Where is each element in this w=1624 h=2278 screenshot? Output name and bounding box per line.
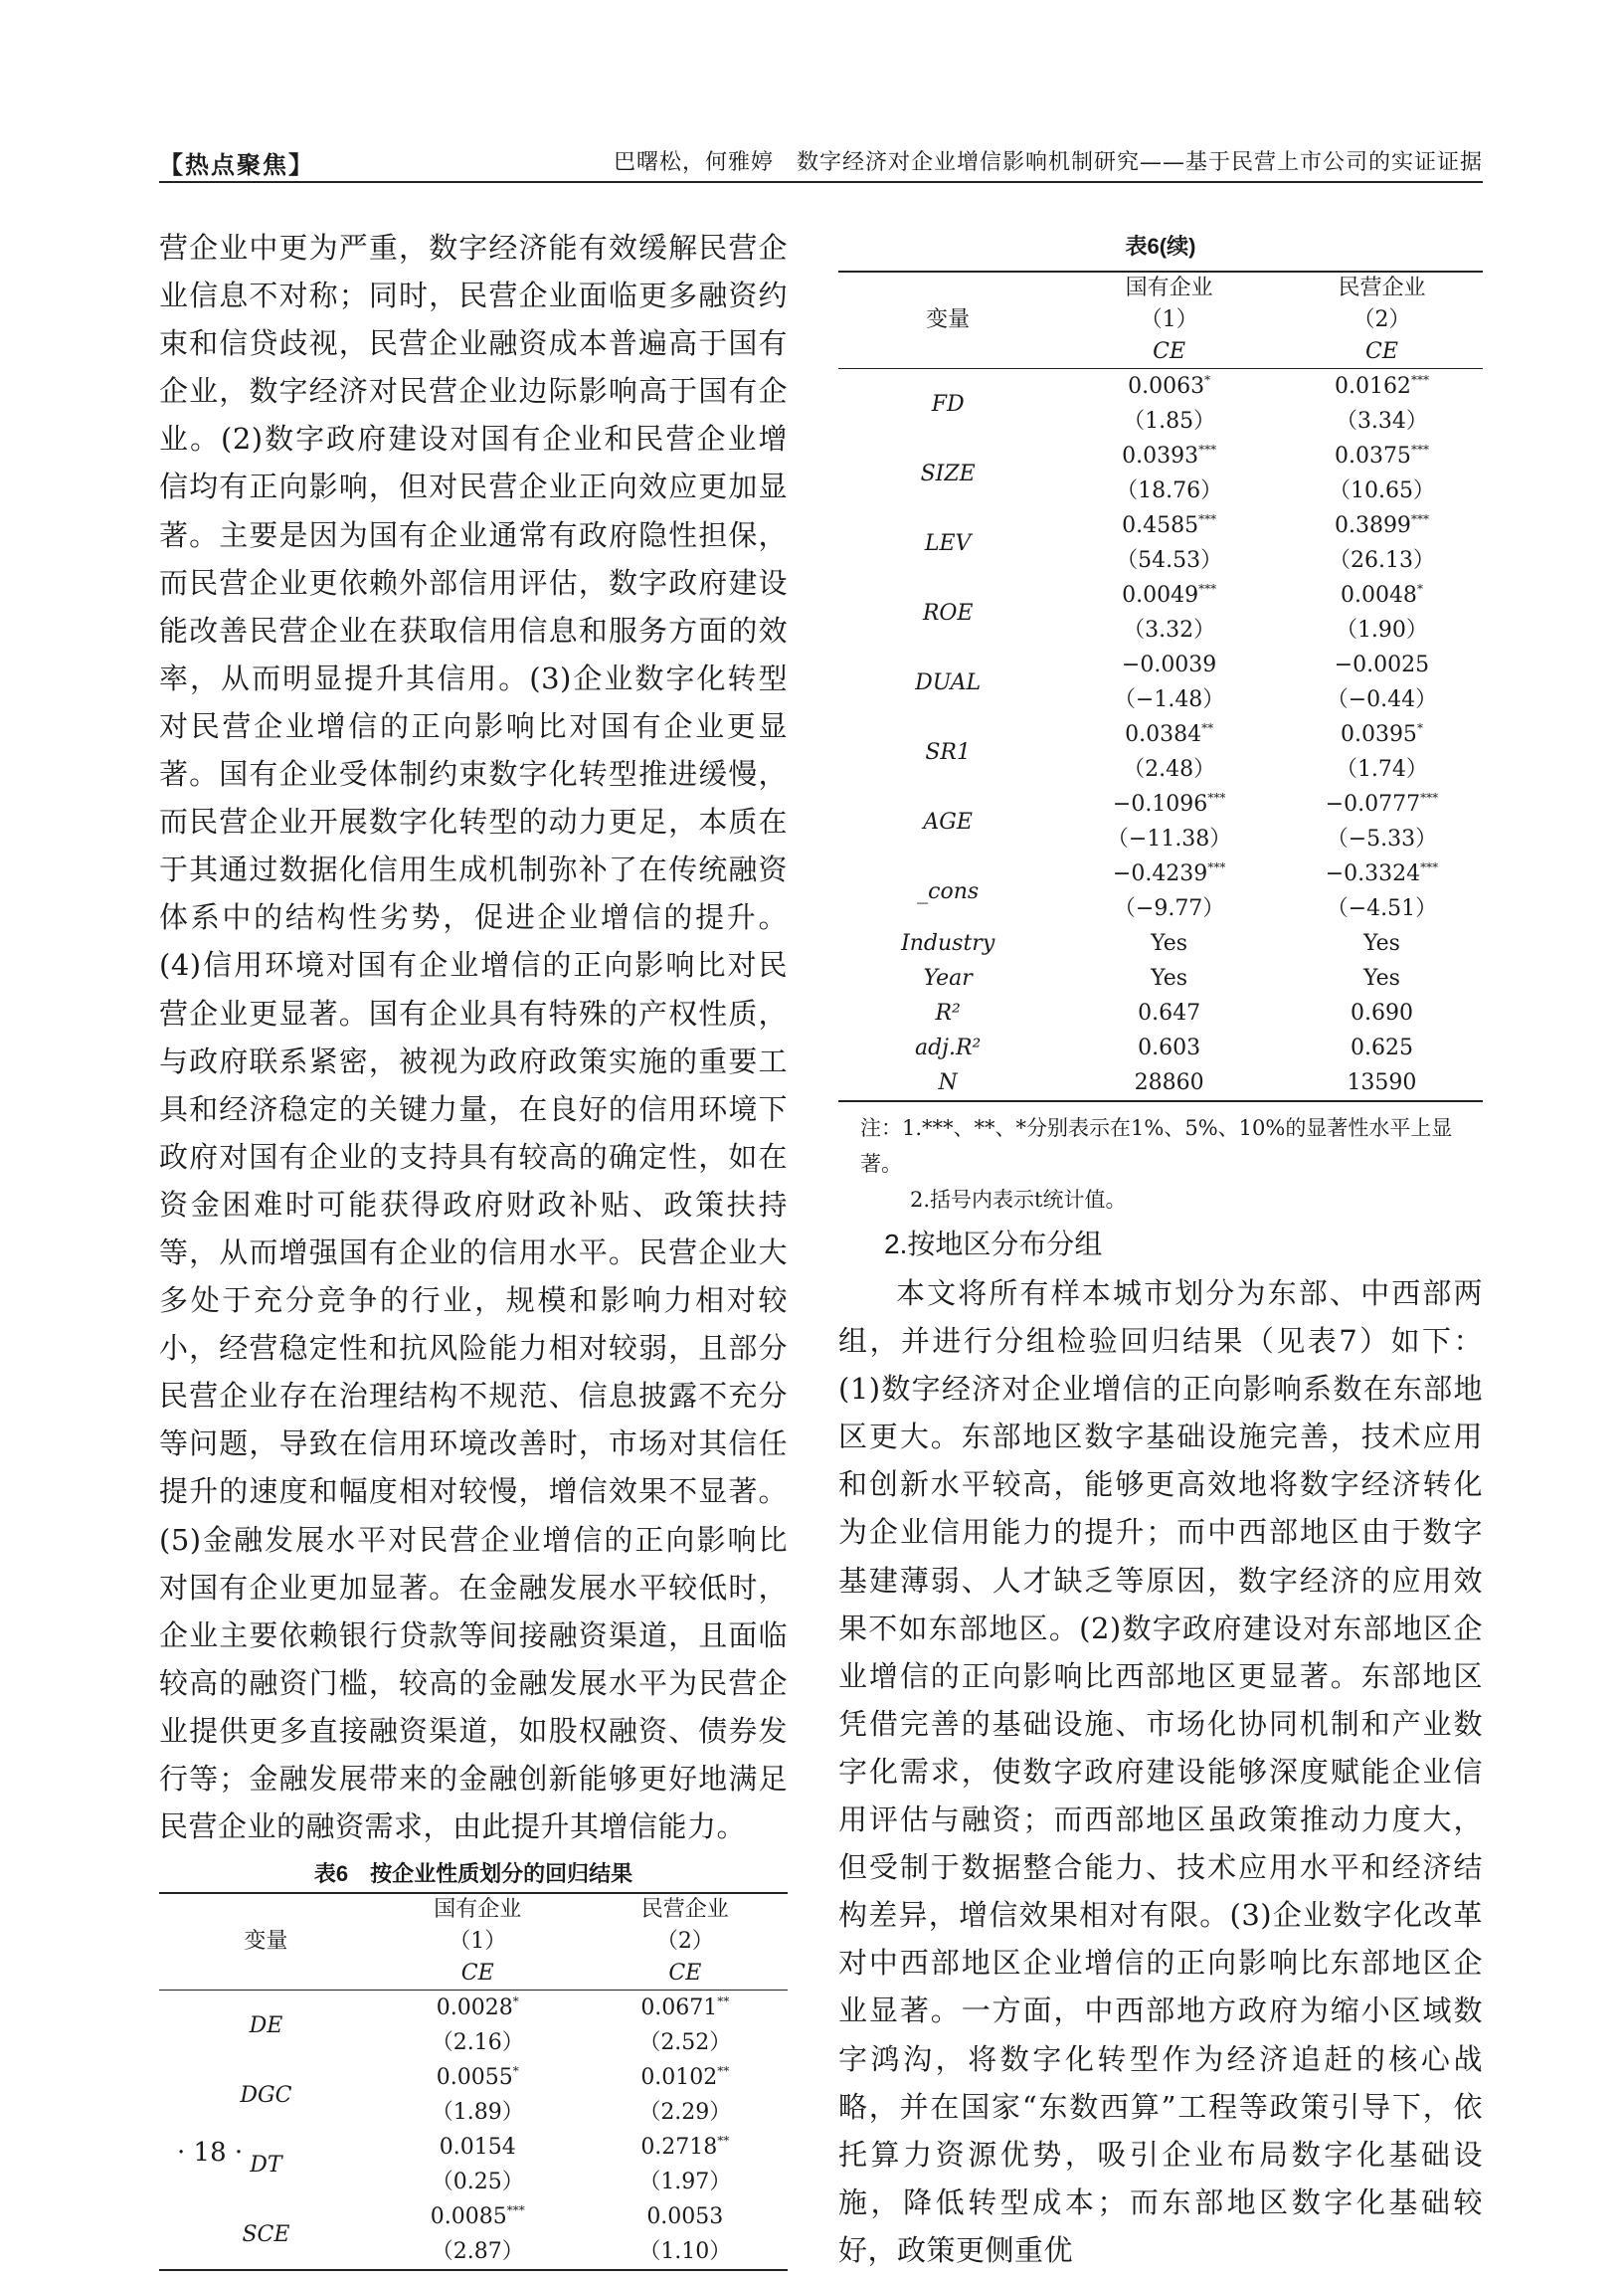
variable-name: DGC [240,2082,292,2108]
coefficient-cell [1281,439,1483,474]
coefficient-value: 0.0055 [436,2065,513,2091]
right-column [838,229,1483,2274]
variable-name: ROE [922,600,974,626]
statistic-value: 28860 [1057,1065,1281,1101]
body-paragraph: 营企业中更为严重，数字经济能有效缓解民营企业信息不对称；同时，民营企业面临更多融资约束和信贷歧视，民营企业融资成本普遍高于国有企业，数字经济对民营企业边际影响高于国有企业。(2)数字政府建设对国有企业和民营企业增信均有正向影响，但对民营企业正向效应更加显著。主要是因为国有企业通常有政府隐性担保，而民营企业更依赖外部信用评估，数字政府建设能改善民营企业在获取信用信息和服务方面的效率，从而明显提升其信用。(3)企业数字化转型对民营企业增信的正向影响比对国有企业更显著。国有企业受体制约束数字化转型推进缓慢，而民营企业开展数字化转型的动力更足，本质在于其通过数据化信用生成机制弥补了在传统融资体系中的结构性劣势，促进企业增信的提升。(4)信用环境对国有企业增信的正向影响比对民营企业更显著。国有企业具有特殊的产权性质，与政府联系紧密，被视为政府政策实施的重要工具和经济稳定的关键力量，在良好的信用环境下政府对国有企业的支持具有较高的确定性，如在资金困难时可能获得政府财政补贴、政策扶持等，从而增强国有企业的信用水平。民营企业大多处于充分竞争的行业，规模和影响力相对较小，经营稳定性和抗风险能力相对较弱，且部分民营企业存在治理结构不规范、信息披露不充分等问题，导致在信用环境改善时，市场对其信任提升的速度和幅度相对较慢，增信效果不显著。(5)金融发展水平对民营企业增信的正向影响比对国有企业更加显著。在金融发展水平较低时，企业主要依赖银行贷款等间接融资渠道，且面临较高的融资门槛，较高的金融发展水平为民营企业提供更多直接融资渠道，如股权融资、债券发行等；金融发展带来的金融创新能够更好地满足民营企业的融资需求，由此提升其增信能力。 [159,231,788,1844]
coefficient-value: 0.4585 [1122,513,1199,538]
column-header-dependent: CE [1364,339,1398,364]
significance-stars: ** [717,2134,730,2149]
coefficient-value: −0.1096 [1112,792,1208,817]
coefficient-value: 0.0154 [439,2135,516,2161]
significance-stars: *** [1198,443,1217,457]
t-statistic-cell: （1.97） [638,2170,732,2195]
table-row [838,1065,1483,1101]
body-paragraph: 本文将所有样本城市划分为东部、中西部两组，并进行分组检验回归结果（见表7）如下：(1)数字经济对企业增信的正向影响系数在东部地区更大。东部地区数字基础设施完善，技术应用和创新水平较高，能够更高效地将数字经济转化为企业信用能力的提升；而中西部地区由于数字基建薄弱、人才缺乏等原因，数字经济的应用效果不如东部地区。(2)数字政府建设对东部地区企业增信的正向影响比西部地区更显著。东部地区凭借完善的基础设施、市场化协同机制和产业数字化需求，使数字政府建设能够深度赋能企业信用评估与融资；而西部地区虽政策推动力度大，但受制于数据整合能力、技术应用水平和经济结构差异，增信效果相对有限。(3)企业数字化改革对中西部地区企业增信的正向影响比东部地区企业显著。一方面，中西部地方政府为缩小区域数字鸿沟，将数字化转型作为经济追赶的核心战略，并在国家“东数西算”工程等政策引导下，依托算力资源优势，吸引企业布局数字化基础设施，降低转型成本；而东部地区数字化基础较好，政策更侧重优 [838,1276,1483,2267]
coefficient-value: −0.4239 [1112,861,1208,886]
coefficient-cell [583,1991,788,2026]
table-row [838,961,1483,996]
statistic-value: 0.690 [1350,1001,1413,1026]
coefficient-value: 0.0162 [1334,374,1411,399]
variable-name: SR1 [925,739,971,765]
coefficient-cell [1057,439,1281,474]
statistic-value: 13590 [1281,1065,1483,1101]
coefficient-value: 0.0102 [640,2065,718,2091]
coefficient-value: 0.0063 [1128,374,1205,399]
table-6 [159,1856,788,2271]
t-statistic-cell: （1.85） [1123,409,1216,434]
significance-stars: *** [1410,373,1429,387]
coefficient-cell [1281,717,1483,752]
table-row [838,578,1483,613]
table-notes [838,1110,1483,1218]
coefficient-cell [1057,787,1281,822]
table-row [838,1031,1483,1065]
t-statistic-cell: （54.53） [1116,548,1223,573]
coefficient-cell [1281,856,1483,891]
coefficient-cell [373,2199,583,2234]
t-statistic-cell: （18.76） [1116,478,1223,503]
regression-table [838,271,1483,1102]
t-statistic-cell: （1.74） [1335,757,1428,782]
column-header-dependent: CE [460,1961,494,1987]
regression-table [159,1892,788,2271]
coefficient-cell [1057,717,1281,752]
table-row [838,787,1483,822]
variable-name: SCE [159,2199,373,2270]
coefficient-cell [373,1991,583,2026]
page-number: · 18 · [177,2138,244,2168]
significance-stars: ** [717,1994,730,2009]
significance-stars: *** [1207,860,1226,874]
significance-stars: *** [1207,791,1226,805]
statistic-label: Year [923,966,973,991]
coefficient-value: 0.0384 [1125,722,1202,747]
t-statistic-cell: （−4.51） [1326,896,1438,921]
t-statistic-cell: （1.90） [1335,618,1428,643]
table-note: 2.括号内表示t统计值。 [910,1188,1127,1212]
coefficient-value: 0.0053 [646,2204,724,2230]
table-note: 注：1.***、**、*分别表示在1%、5%、10%的显著性水平上显著。 [860,1116,1453,1176]
variable-name: DUAL [915,669,982,695]
coefficient-value: 0.0671 [640,1995,718,2021]
significance-stars: *** [1420,860,1439,874]
coefficient-value: 0.0085 [430,2204,507,2230]
table-row [159,2060,788,2095]
table-row [838,508,1483,543]
coefficient-cell [1281,369,1483,405]
statistic-value: Yes [1151,931,1188,956]
column-header-group: 国有企业 [1057,272,1281,304]
t-statistic-cell: （2.87） [373,2234,583,2270]
column-header-number: （2） [1353,307,1411,332]
coefficient-value: −0.0777 [1325,792,1421,817]
t-statistic-cell: （−9.77） [1113,896,1225,921]
coefficient-value: 0.0375 [1334,444,1411,469]
table-row [159,2130,788,2165]
t-statistic-cell: （2.48） [1123,757,1216,782]
coefficient-cell [1281,578,1483,613]
table-caption: 表6 按企业性质划分的回归结果 [313,1861,633,1887]
coefficient-value: 0.0393 [1122,444,1199,469]
significance-stars: * [1204,373,1211,387]
coefficient-cell [583,2199,788,2234]
column-header-group: 国有企业 [373,1893,583,1926]
statistic-label: R² [935,1001,961,1026]
column-header-dependent: CE [668,1961,702,1987]
significance-stars: ** [717,2064,730,2079]
left-column [159,224,788,2271]
significance-stars: *** [1410,512,1429,526]
coefficient-cell [1057,578,1281,613]
t-statistic-cell: （1.10） [583,2234,788,2270]
coefficient-value: −0.3324 [1325,861,1421,886]
coefficient-value: 0.0028 [436,1995,513,2021]
coefficient-value: 0.3899 [1334,513,1411,538]
t-statistic-cell: （−11.38） [1106,827,1232,852]
statistic-value: 0.625 [1350,1036,1413,1060]
running-title: 巴曙松，何雅婷 数字经济对企业增信影响机制研究——基于民营上市公司的实证证据 [613,150,1483,175]
significance-stars: * [512,2064,519,2079]
coefficient-value: 0.0048 [1340,583,1417,608]
statistic-value: 0.647 [1138,1001,1201,1026]
coefficient-cell [583,2130,788,2165]
t-statistic-cell: （10.65） [1328,478,1435,503]
column-header-number: （1） [449,1929,507,1955]
header-rule [159,181,1483,183]
t-statistic-cell: （−0.44） [1326,687,1438,712]
column-header-variable: 变量 [838,272,1057,369]
statistic-value: Yes [1362,966,1400,991]
table-row [159,2199,788,2234]
section-tag: 【热点聚焦】 [159,150,314,179]
t-statistic-cell: （−5.33） [1326,827,1438,852]
variable-name: LEV [924,530,972,556]
t-statistic-cell: （2.52） [638,2030,732,2056]
significance-stars: ** [1201,721,1214,735]
variable-name: SIZE [920,461,976,486]
significance-stars: * [1416,721,1423,735]
column-header-dependent: CE [1153,339,1186,364]
t-statistic-cell: （3.32） [1123,618,1216,643]
column-header-number: （1） [1140,307,1198,332]
coefficient-cell [1057,369,1281,405]
t-statistic-cell: （−1.48） [1113,687,1225,712]
coefficient-cell [1281,648,1483,682]
coefficient-cell [583,2060,788,2095]
table-row [838,439,1483,474]
coefficient-value: 0.0395 [1340,722,1417,747]
significance-stars: *** [506,2203,525,2218]
variable-name: AGE [923,809,973,835]
table-row [838,369,1483,405]
significance-stars: *** [1420,791,1439,805]
statistic-value: Yes [1362,931,1400,956]
table-caption: 表6(续) [1125,234,1196,259]
table-row [838,996,1483,1031]
table-row [838,648,1483,682]
column-header-group: 民营企业 [583,1893,788,1926]
significance-stars: *** [1198,582,1217,596]
statistic-label: adj.R² [914,1036,982,1060]
table-row [838,856,1483,891]
coefficient-value: 0.2718 [640,2135,718,2161]
significance-stars: * [1416,582,1423,596]
significance-stars: * [512,1994,519,2009]
coefficient-cell [1281,508,1483,543]
coefficient-value: 0.0049 [1122,583,1199,608]
table-6-continued [838,229,1483,1218]
statistic-label: Industry [901,931,995,956]
table-row [159,1991,788,2026]
t-statistic-cell: （26.13） [1328,548,1435,573]
section-subheading: 2.按地区分布分组 [884,1229,1103,1259]
coefficient-cell [1057,856,1281,891]
coefficient-cell [373,2130,583,2165]
t-statistic-cell: （2.29） [638,2100,732,2126]
variable-name: FD [838,369,1057,440]
variable-name: _cons [917,878,980,904]
coefficient-cell [1281,787,1483,822]
t-statistic-cell: （0.25） [431,2170,524,2195]
column-header-variable: 变量 [159,1893,373,1991]
table-row [838,717,1483,752]
significance-stars: *** [1410,443,1429,457]
coefficient-cell [1057,648,1281,682]
statistic-label: N [838,1065,1057,1101]
column-header-group: 民营企业 [1281,272,1483,304]
t-statistic-cell: （1.89） [431,2100,524,2126]
statistic-value: Yes [1151,966,1188,991]
statistic-value: 0.603 [1138,1036,1201,1060]
coefficient-cell [1057,508,1281,543]
coefficient-value: −0.0025 [1334,653,1430,677]
t-statistic-cell: （2.16） [431,2030,524,2056]
variable-name: DE [159,1991,373,2061]
coefficient-cell [373,2060,583,2095]
table-row [838,926,1483,961]
significance-stars: *** [1198,512,1217,526]
column-header-number: （2） [655,1929,714,1955]
coefficient-value: −0.0039 [1121,653,1217,677]
variable-name: DT [250,2152,282,2178]
t-statistic-cell: （3.34） [1335,409,1428,434]
